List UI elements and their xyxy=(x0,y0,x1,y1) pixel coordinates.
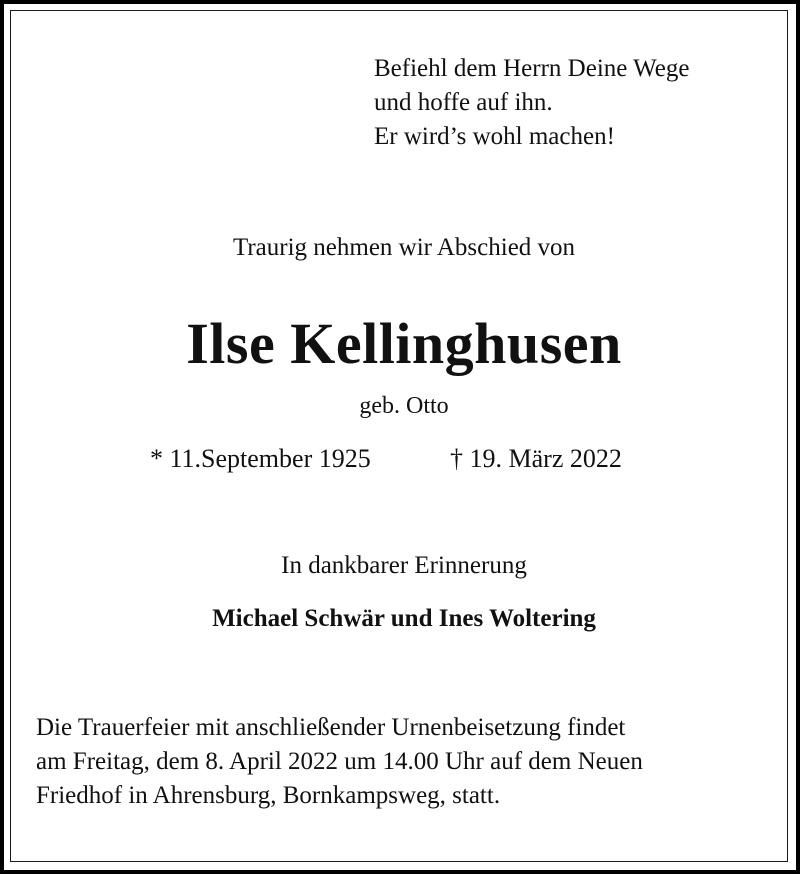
funeral-line-1 xyxy=(36,711,776,745)
memory-line: In dankbarer Erinnerung xyxy=(281,552,527,579)
obituary-notice xyxy=(4,4,796,870)
maiden-name: geb. Otto xyxy=(359,393,449,419)
bible-verse xyxy=(374,52,689,154)
verse-line-1: Befiehl dem Herrn Deine Wege xyxy=(374,55,690,82)
farewell-intro: Traurig nehmen wir Abschied von xyxy=(232,234,576,261)
deceased-name: Ilse Kellinghusen xyxy=(186,311,622,376)
funeral-details xyxy=(36,711,776,813)
funeral-line-2: am Freitag, dem 8. April 2022 um 14.00 Uhr auf dem Neuen xyxy=(36,748,643,775)
death-date: † 19. März 2022 xyxy=(450,444,622,473)
verse-line-3: Er wird’s wohl machen! xyxy=(374,123,615,150)
mourners-names: Michael Schwär und Ines Woltering xyxy=(212,605,596,632)
birth-date: * 11.September 1925 xyxy=(150,444,371,473)
funeral-line-1-text: Die Trauerfeier mit anschließender Urnenbeisetzung findet xyxy=(36,714,626,741)
funeral-line-3: Friedhof in Ahrensburg, Bornkampsweg, statt. xyxy=(36,782,501,809)
verse-line-2: und hoffe auf ihn. xyxy=(374,89,553,116)
